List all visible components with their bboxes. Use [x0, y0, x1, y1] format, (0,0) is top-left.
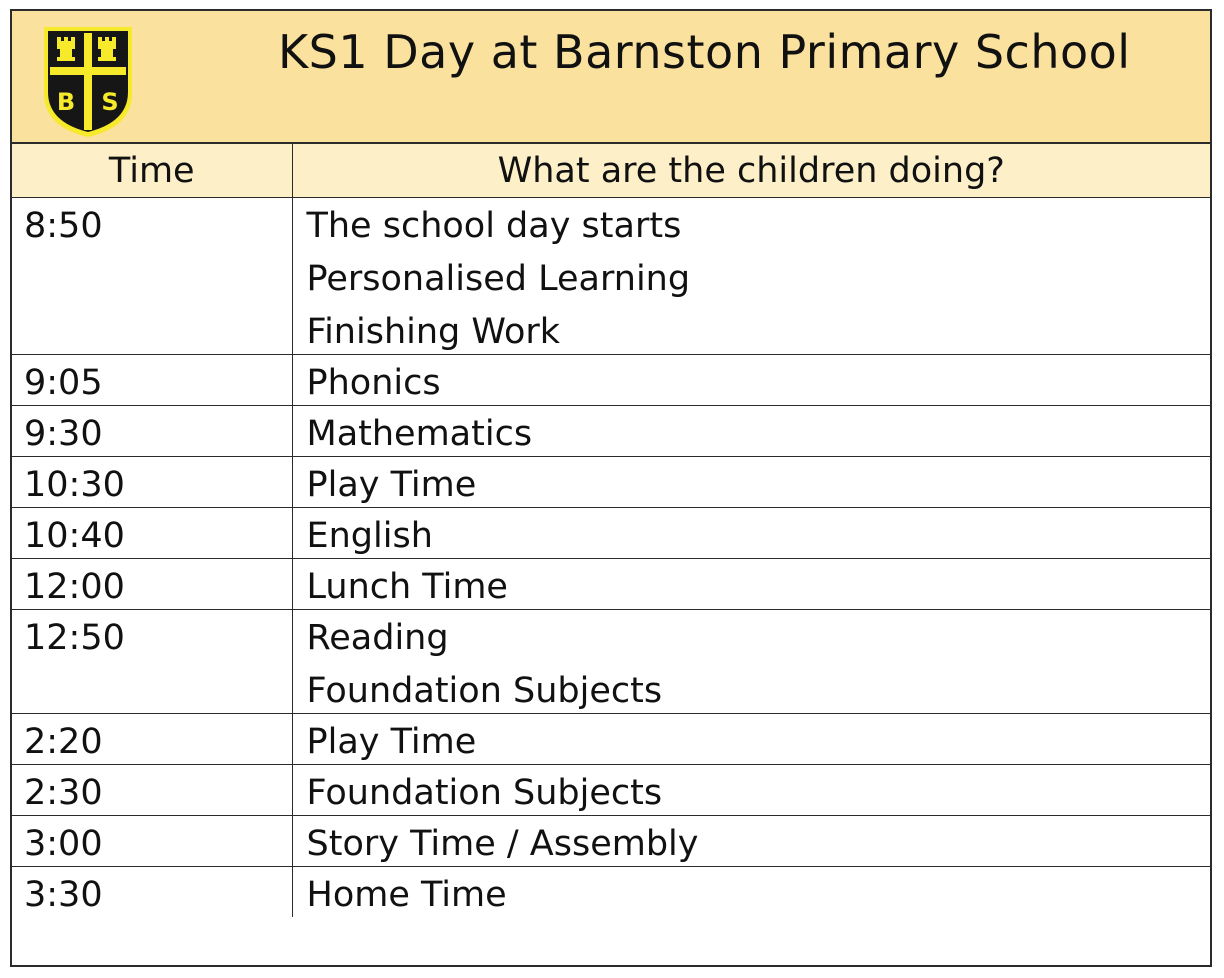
activities-cell — [292, 610, 1210, 714]
crest-cross-horizontal — [50, 67, 126, 75]
table-row — [12, 816, 1210, 867]
activity-text: Play Time — [306, 722, 477, 762]
page-title: KS1 Day at Barnston Primary School — [278, 25, 1131, 79]
time-value: 10:30 — [24, 465, 125, 505]
table-row — [12, 508, 1210, 559]
activity-text: Finishing Work — [306, 312, 561, 352]
activity-text: Play Time — [306, 465, 477, 505]
time-cell — [12, 816, 292, 867]
time-value: 12:50 — [24, 618, 125, 658]
table-row — [12, 198, 1210, 355]
table-row — [12, 457, 1210, 508]
time-cell — [12, 508, 292, 559]
column-header-activities: What are the children doing? — [292, 144, 1210, 198]
time-value: 3:30 — [24, 875, 103, 915]
crest-tower-left — [57, 37, 75, 61]
time-value: 2:20 — [24, 722, 103, 762]
time-cell — [12, 406, 292, 457]
time-value: 9:30 — [24, 414, 103, 454]
activities-cell — [292, 765, 1210, 816]
crest-cross-vertical — [84, 33, 92, 130]
table-row — [12, 714, 1210, 765]
activities-cell — [292, 867, 1210, 918]
activity-text: Foundation Subjects — [306, 671, 663, 711]
table-row — [12, 610, 1210, 714]
activity-text: Reading — [306, 618, 449, 658]
activity-text: The school day starts — [306, 206, 682, 246]
activity-text: English — [306, 516, 433, 556]
activity-text: Lunch Time — [306, 567, 508, 607]
time-cell — [12, 559, 292, 610]
activities-cell — [292, 714, 1210, 765]
time-cell — [12, 198, 292, 355]
activity-text: Home Time — [306, 875, 507, 915]
time-cell — [12, 610, 292, 714]
activities-cell — [292, 355, 1210, 406]
timetable-document — [10, 9, 1212, 967]
table-row — [12, 867, 1210, 918]
time-value: 9:05 — [24, 363, 103, 403]
school-crest-icon — [40, 23, 136, 141]
time-cell — [12, 765, 292, 816]
time-cell — [12, 355, 292, 406]
column-header-time: Time — [12, 144, 292, 198]
activity-text: Personalised Learning — [306, 259, 691, 299]
activities-cell — [292, 559, 1210, 610]
crest-letter-b: B — [56, 88, 76, 116]
table-row — [12, 559, 1210, 610]
time-cell — [12, 457, 292, 508]
column-header-row — [12, 144, 1210, 198]
activity-text: Foundation Subjects — [306, 773, 663, 813]
activities-cell — [292, 198, 1210, 355]
activities-cell — [292, 508, 1210, 559]
activities-cell — [292, 406, 1210, 457]
time-value: 3:00 — [24, 824, 103, 864]
table-row — [12, 765, 1210, 816]
time-cell — [12, 867, 292, 918]
activity-text: Mathematics — [306, 414, 533, 454]
time-value: 10:40 — [24, 516, 125, 556]
time-value: 2:30 — [24, 773, 103, 813]
crest-tower-right — [98, 37, 116, 61]
schedule-table — [12, 144, 1210, 917]
time-value: 8:50 — [24, 206, 103, 246]
schedule-rows — [12, 198, 1210, 918]
activity-text: Phonics — [306, 363, 441, 403]
activities-cell — [292, 457, 1210, 508]
crest-letter-s: S — [101, 88, 119, 116]
table-row — [12, 406, 1210, 457]
activity-text: Story Time / Assembly — [306, 824, 699, 864]
activities-cell — [292, 816, 1210, 867]
title-banner — [12, 11, 1210, 144]
table-row — [12, 355, 1210, 406]
time-cell — [12, 714, 292, 765]
time-value: 12:00 — [24, 567, 125, 607]
